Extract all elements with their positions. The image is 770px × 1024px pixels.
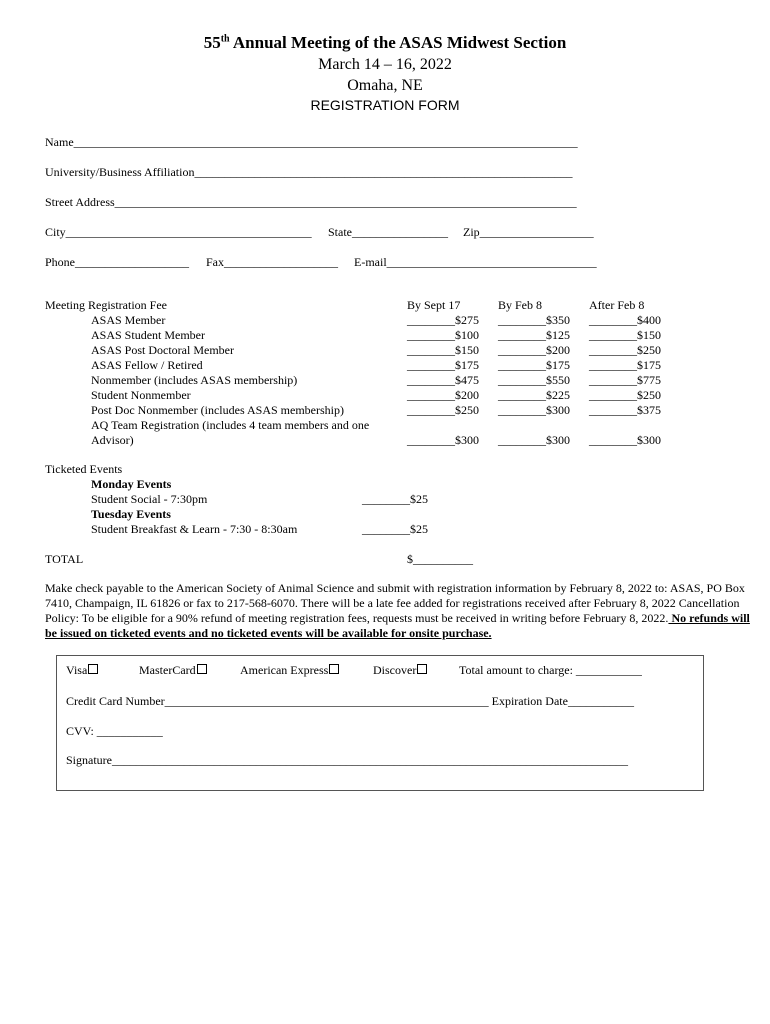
fee-field-feb8[interactable]: ________$300 [498,403,570,417]
no-refund-notice: No refunds will be issued on ticketed events and no ticketed events will be available for onsite purchase. [45,611,750,640]
col-header-feb8: By Feb 8 [498,298,543,312]
form-subtitle: REGISTRATION FORM [310,97,460,113]
fee-field-feb8[interactable]: ________$125 [498,328,570,342]
aq-fee-feb8[interactable]: ________$300 [498,433,570,447]
col-header-sept17: By Sept 17 [407,298,461,312]
aq-team-label: AQ Team Registration (includes 4 team members and one [91,418,370,432]
fee-field-feb8[interactable]: ________$175 [498,358,570,372]
col-header-after-feb8: After Feb 8 [589,298,645,312]
fee-row-label: ASAS Post Doctoral Member [91,343,234,357]
tuesday-heading: Tuesday Events [91,507,171,521]
visa-option[interactable] [66,664,98,676]
aq-fee-sept17[interactable]: ________$300 [407,433,479,447]
fee-field-sept17[interactable]: ________$250 [407,403,479,417]
form-title: 55th Annual Meeting of the ASAS Midwest Section [203,33,567,52]
fee-row-label: Nonmember (includes ASAS membership) [91,373,298,387]
fee-field-feb8[interactable]: ________$200 [498,343,570,357]
fee-field-after-feb8[interactable]: ________$250 [589,388,661,402]
fee-row-label: Post Doc Nonmember (includes ASAS membership) [91,403,344,417]
fee-field-sept17[interactable]: ________$100 [407,328,479,342]
fee-field-feb8[interactable]: ________$350 [498,313,570,327]
discover-checkbox[interactable] [417,664,427,674]
fee-field-sept17[interactable]: ________$475 [407,373,479,387]
breakfast-label: Student Breakfast & Learn - 7:30 - 8:30am [91,522,298,536]
instructions-text: Make check payable to the American Society of Animal Science and submit with registration information by February 8, 2022 to: ASAS, PO Box 7410, Champaign, IL 61826 or fax to 217-568-6070. There will be a late fee added for registrations received after February 8, 2022 Cancellation Policy: To be eligible for a 90% refund of meeting registration fees, requests must be received in writing before February 8, 2022. [45,581,745,625]
amex-label: American Express [240,663,329,677]
fee-field-sept17[interactable]: ________$175 [407,358,479,372]
signature-field[interactable]: Signature______________________________________________________________________________________ [66,753,628,767]
fax-field[interactable]: Fax___________________ [206,255,338,269]
student-social-fee[interactable]: ________$25 [362,492,428,506]
fee-row-label: ASAS Member [91,313,166,327]
fee-field-after-feb8[interactable]: ________$250 [589,343,661,357]
discover-label: Discover [373,663,417,677]
total-field[interactable]: $__________ [407,552,473,566]
monday-heading: Monday Events [91,477,172,491]
payment-instructions [45,581,757,641]
city-field[interactable]: City_________________________________________ [45,225,312,239]
zip-field[interactable]: Zip___________________ [463,225,594,239]
breakfast-fee[interactable]: ________$25 [362,522,428,536]
phone-field[interactable]: Phone___________________ [45,255,189,269]
fee-row-label: ASAS Student Member [91,328,205,342]
student-social-label: Student Social - 7:30pm [91,492,208,506]
payment-box [56,655,704,791]
fee-field-sept17[interactable]: ________$275 [407,313,479,327]
card-number-field[interactable]: Credit Card Number______________________________________________________ Expiration Date___________ [66,694,634,708]
email-field[interactable]: E-mail___________________________________ [354,255,597,269]
mastercard-option[interactable] [139,664,207,676]
fee-field-sept17[interactable]: ________$150 [407,343,479,357]
fee-row-label: Student Nonmember [91,388,191,402]
cvv-field[interactable]: CVV: ___________ [66,724,163,738]
amex-option[interactable] [240,664,339,676]
registration-heading: Meeting Registration Fee [45,298,167,312]
total-label: TOTAL [45,552,84,566]
fee-field-feb8[interactable]: ________$550 [498,373,570,387]
visa-label: Visa [66,663,88,677]
fee-field-after-feb8[interactable]: ________$150 [589,328,661,342]
fee-field-after-feb8[interactable]: ________$775 [589,373,661,387]
fee-field-after-feb8[interactable]: ________$175 [589,358,661,372]
amex-checkbox[interactable] [329,664,339,674]
total-charge-field[interactable]: Total amount to charge: ___________ [459,663,642,677]
meeting-dates: March 14 – 16, 2022 [318,56,452,73]
fee-field-sept17[interactable]: ________$200 [407,388,479,402]
affiliation-field[interactable]: University/Business Affiliation_______________________________________________________________ [45,165,573,179]
fee-field-after-feb8[interactable]: ________$400 [589,313,661,327]
street-address-field[interactable]: Street Address_____________________________________________________________________________ [45,195,577,209]
fee-row-label: ASAS Fellow / Retired [91,358,203,372]
meeting-location: Omaha, NE [347,77,423,94]
discover-option[interactable] [373,664,427,676]
aq-fee-after-feb8[interactable]: ________$300 [589,433,661,447]
visa-checkbox[interactable] [88,664,98,674]
ticketed-heading: Ticketed Events [45,462,123,476]
mastercard-checkbox[interactable] [197,664,207,674]
state-field[interactable]: State________________ [328,225,448,239]
fee-field-after-feb8[interactable]: ________$375 [589,403,661,417]
aq-team-label-cont: Advisor) [91,433,134,447]
fee-field-feb8[interactable]: ________$225 [498,388,570,402]
name-field[interactable]: Name____________________________________________________________________________________ [45,135,578,149]
mastercard-label: MasterCard [139,663,196,677]
